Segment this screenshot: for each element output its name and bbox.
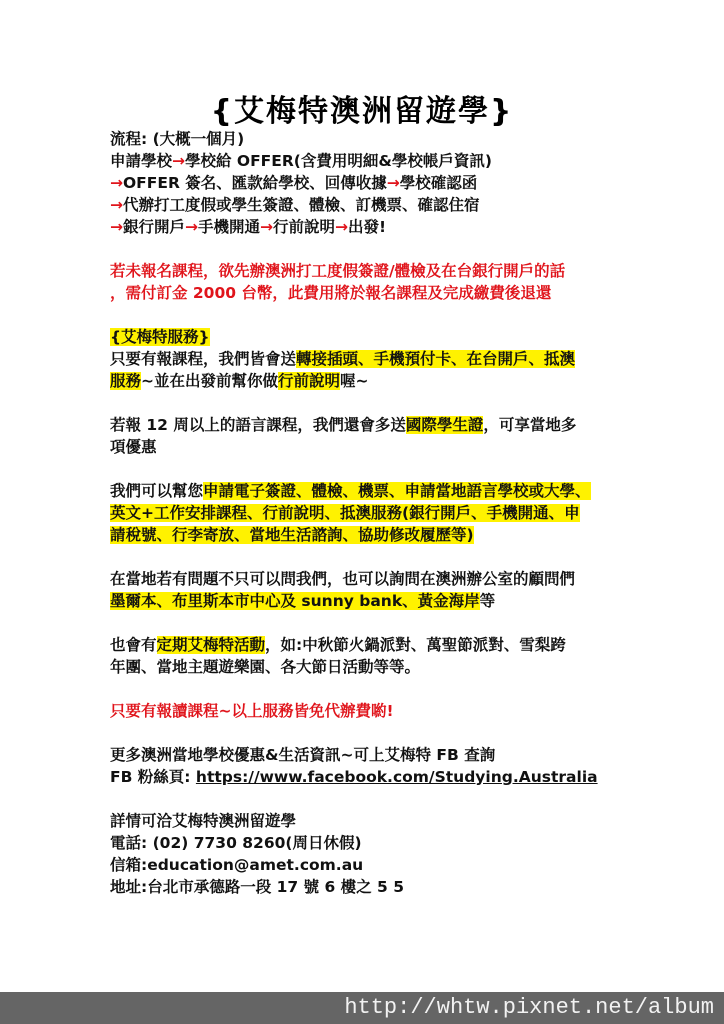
facebook-link[interactable]: https://www.facebook.com/Studying.Australia — [195, 768, 598, 786]
highlight: 行前說明 — [278, 372, 341, 390]
text: 在當地若有問題不只可以問我們，也可以詢問在澳洲辦公室的顧問們 — [110, 570, 576, 588]
highlight: 轉接插頭、手機預付卡、在台開戶、抵澳 — [296, 350, 576, 368]
step-text: OFFER 簽名、匯款給學校、回傳收據 — [123, 174, 387, 192]
contact-section — [110, 810, 620, 898]
step-text: 代辦打工度假或學生簽證、體檢、訂機票、確認住宿 — [123, 196, 480, 214]
text: 喔~ — [340, 372, 369, 390]
text: 我們可以幫您 — [110, 482, 204, 500]
process-line-3 — [110, 194, 620, 216]
text: 更多澳洲當地學校優惠&生活資訊~可上艾梅特 FB 查詢 — [110, 746, 496, 764]
process-line-4 — [110, 216, 620, 238]
phone: 電話: (02) 7730 8260(周日休假) — [110, 834, 362, 852]
step-text: 學校給 OFFER(含費用明細&學校帳戶資訊) — [185, 152, 492, 170]
arrow-icon: → — [185, 218, 199, 236]
arrow-icon: → — [110, 196, 123, 214]
address: 地址:台北市承德路一段 17 號 6 樓之 5 5 — [110, 878, 405, 896]
step-text: 出發! — [348, 218, 387, 236]
arrow-icon: → — [110, 174, 123, 192]
watermark-bar — [0, 992, 724, 1024]
fb-label: FB 粉絲頁: — [110, 768, 196, 786]
process-line-1 — [110, 150, 620, 172]
text: ，可享當地多 — [483, 416, 577, 434]
text: 項優惠 — [110, 438, 157, 456]
arrow-icon: → — [110, 218, 123, 236]
text: ~並在出發前幫你做 — [141, 372, 279, 390]
text: 若報 12 周以上的語言課程，我們還會多送 — [110, 416, 406, 434]
deposit-line-1: 若未報名課程，欲先辦澳洲打工度假簽證/體檢及在台銀行開戶的話 — [110, 262, 566, 280]
services-heading: {艾梅特服務} — [110, 328, 210, 346]
process-section — [110, 128, 620, 238]
text: 等 — [479, 592, 496, 610]
text: ，如:中秋節火鍋派對、萬聖節派對、雪梨跨 — [265, 636, 566, 654]
document-body — [110, 128, 620, 898]
deposit-line-2: ，需付訂金 2000 台幣，此費用將於報名課程及完成繳費後退還 — [110, 284, 552, 302]
highlight: 英文+工作安排課程、行前說明、抵澳服務(銀行開戶、手機開通、申 — [110, 504, 580, 522]
highlight: 申請電子簽證、體檢、機票、申請當地語言學校或大學、 — [203, 482, 591, 500]
page-title: {艾梅特澳洲留遊學} — [210, 94, 514, 129]
highlight: 定期艾梅特活動 — [156, 636, 266, 654]
fb-section — [110, 744, 620, 788]
text: 也會有 — [110, 636, 157, 654]
step-text: 行前說明 — [273, 218, 336, 236]
arrow-icon: → — [260, 218, 274, 236]
watermark-url: http://whtw.pixnet.net/album — [344, 995, 714, 1020]
contact-heading: 詳情可洽艾梅特澳洲留遊學 — [110, 812, 297, 830]
highlight: 請稅號、行李寄放、當地生活諮詢、協助修改履歷等) — [110, 526, 474, 544]
email: 信箱:education@amet.com.au — [110, 856, 364, 874]
step-text: 手機開通 — [198, 218, 261, 236]
free-notice: 只要有報讀課程~以上服務皆免代辦費喲! — [110, 702, 394, 720]
deposit-notice — [110, 260, 620, 304]
events-section — [110, 634, 620, 678]
arrow-icon: → — [386, 174, 400, 192]
step-text: 申請學校 — [110, 152, 173, 170]
highlight: 服務 — [110, 372, 142, 390]
text: 年團、當地主題遊樂園、各大節日活動等等。 — [110, 658, 421, 676]
local-section — [110, 568, 620, 612]
student-card-section — [110, 414, 620, 458]
highlight: 國際學生證 — [405, 416, 484, 434]
services-section — [110, 326, 620, 392]
step-text: 學校確認函 — [399, 174, 478, 192]
process-line-2 — [110, 172, 620, 194]
arrow-icon: → — [172, 152, 186, 170]
help-section — [110, 480, 620, 546]
process-heading: 流程: (大概一個月) — [110, 130, 245, 148]
arrow-icon: → — [335, 218, 349, 236]
highlight: 墨爾本、布里斯本市中心及 sunny bank、黃金海岸 — [110, 592, 480, 610]
text: 只要有報課程，我們皆會送 — [110, 350, 297, 368]
step-text: 銀行開戶 — [123, 218, 186, 236]
